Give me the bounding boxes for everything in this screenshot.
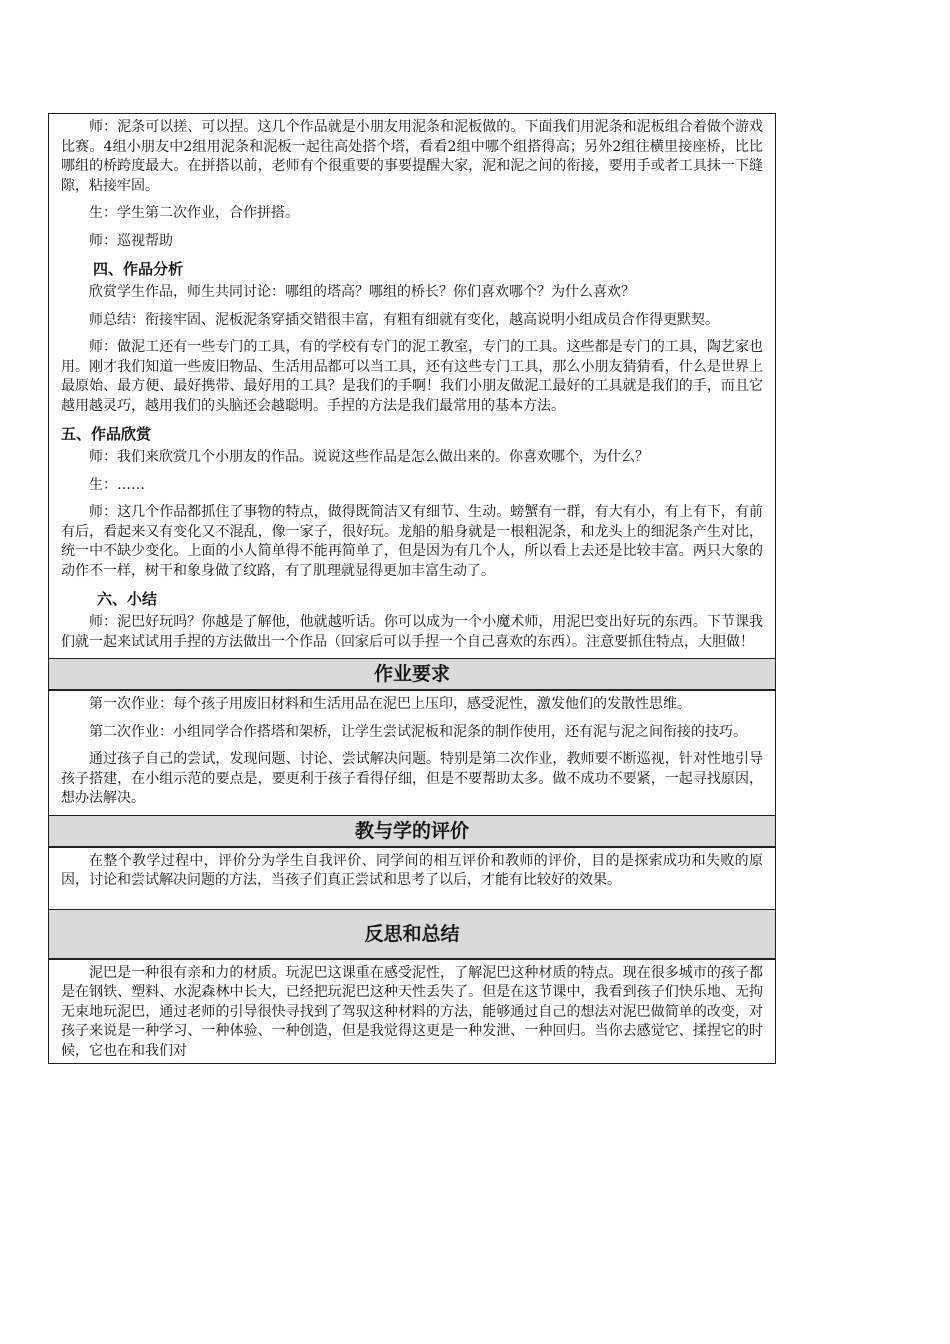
lesson-plan-table	[48, 113, 776, 1064]
paragraph: 第一次作业：每个孩子用废旧材料和生活用品在泥巴上压印，感受泥性，激发他们的发散性思维。	[89, 696, 691, 712]
paragraph: 师：做泥工还有一些专门的工具，有的学校有专门的泥工教室，专门的工具。这些都是专门的工具，陶艺家也用。刚才我们知道一些废旧物品、生活用品都可以当工具，还有这些专门工具，那么小朋友猜猜看，什么是世界上最原始、最方便、最好携带、最好用的工具？是我们的手啊！我们小朋友做泥工最好的工具就是我们的手，而且它越用越灵巧，越用我们的头脑还会越聪明。手捏的方法是我们最常用的基本方法。	[61, 339, 763, 414]
paragraph: 泥巴是一种很有亲和力的材质。玩泥巴这课重在感受泥性，了解泥巴这种材质的特点。现在很多城市的孩子都是在钢铁、塑料、水泥森林中长大，已经把玩泥巴这种天性丢失了。但是在这节课中，我看到孩子们快乐地、无拘无束地玩泥巴，通过老师的引导很快寻找到了驾驭这种材料的方法，能够通过自己的想法对泥巴做简单的改变，对孩子来说是一种学习、一种体验、一种创造，但是我觉得这更是一种发泄、一种回归。当你去感觉它、揉捏它的时候，它也在和我们对	[61, 964, 763, 1059]
homework-header: 作业要求	[49, 658, 775, 690]
paragraph: 生：学生第二次作业，合作拼搭。	[89, 205, 299, 221]
evaluation-header: 教与学的评价	[49, 815, 775, 847]
paragraph: 在整个教学过程中，评价分为学生自我评价、同学间的相互评价和教师的评价，目的是探索成功和失败的原因，讨论和尝试解决问题的方法，当孩子们真正尝试和思考了以后，才能有比较好的效果。	[61, 852, 763, 888]
paragraph: 师：巡视帮助	[89, 232, 173, 249]
paragraph: 第二次作业：小组同学合作搭塔和架桥，让学生尝试泥板和泥条的制作使用，还有泥与泥之间衔接的技巧。	[89, 723, 747, 740]
paragraph: 通过孩子自己的尝试，发现问题、讨论、尝试解决问题。特别是第二次作业，教师要不断巡视，针对性地引导孩子搭建，在小组示范的要点是，要更利于孩子看得仔细，但是不要帮助太多。做不成功不要紧，一起寻找原因，想办法解决。	[61, 751, 763, 806]
paragraph: 师：泥巴好玩吗？你越是了解他，他就越听话。你可以成为一个小魔术师，用泥巴变出好玩的东西。下节课我们就一起来试试用手捏的方法做出一个作品（回家后可以手捏一个自己喜欢的东西）。注意要抓住特点，大胆做！	[61, 614, 763, 650]
paragraph: 欣赏学生作品，师生共同讨论：哪组的塔高？哪组的桥长？你们喜欢哪个？为什么喜欢？	[89, 284, 635, 300]
section-heading: 五、作品欣赏	[61, 425, 152, 443]
teaching-process-cell	[49, 114, 775, 658]
homework-cell	[49, 690, 775, 815]
reflection-header: 反思和总结	[49, 909, 775, 959]
reflection-cell	[49, 959, 775, 1064]
section-heading: 四、作品分析	[93, 260, 184, 278]
paragraph: 生：……	[89, 476, 145, 493]
paragraph: 师：我们来欣赏几个小朋友的作品。说说这些作品是怎么做出来的。你喜欢哪个，为什么？	[89, 449, 649, 465]
paragraph: 师总结：衔接牢固、泥板泥条穿插交错很丰富，有粗有细就有变化，越高说明小组成员合作得更默契。	[89, 311, 719, 328]
section-heading: 六、小结	[97, 590, 158, 608]
paragraph: 师：这几个作品都抓住了事物的特点，做得既简洁又有细节、生动。螃蟹有一群，有大有小，有上有下，有前有后，看起来又有变化又不混乱，像一家子，很好玩。龙船的船身就是一根粗泥条，和龙头上的细泥条产生对比，统一中不缺少变化。上面的小人简单得不能再简单了，但是因为有几个人，所以看上去还是比较丰富。两只大象的动作不一样，树干和象身做了纹路，有了肌理就显得更加丰富生动了。	[61, 504, 763, 579]
paragraph: 师：泥条可以搓、可以捏。这几个作品就是小朋友用泥条和泥板做的。下面我们用泥条和泥板组合着做个游戏比赛。4组小朋友中2组用泥条和泥板一起往高处搭个塔，看看2组中哪个组搭得高；另外2组往横里接座桥，比比哪组的桥跨度最大。在拼搭以前，老师有个很重要的事要提醒大家，泥和泥之间的衔接，要用手或者工具抹一下缝隙，粘接牢固。	[61, 119, 763, 194]
evaluation-cell	[49, 847, 775, 909]
